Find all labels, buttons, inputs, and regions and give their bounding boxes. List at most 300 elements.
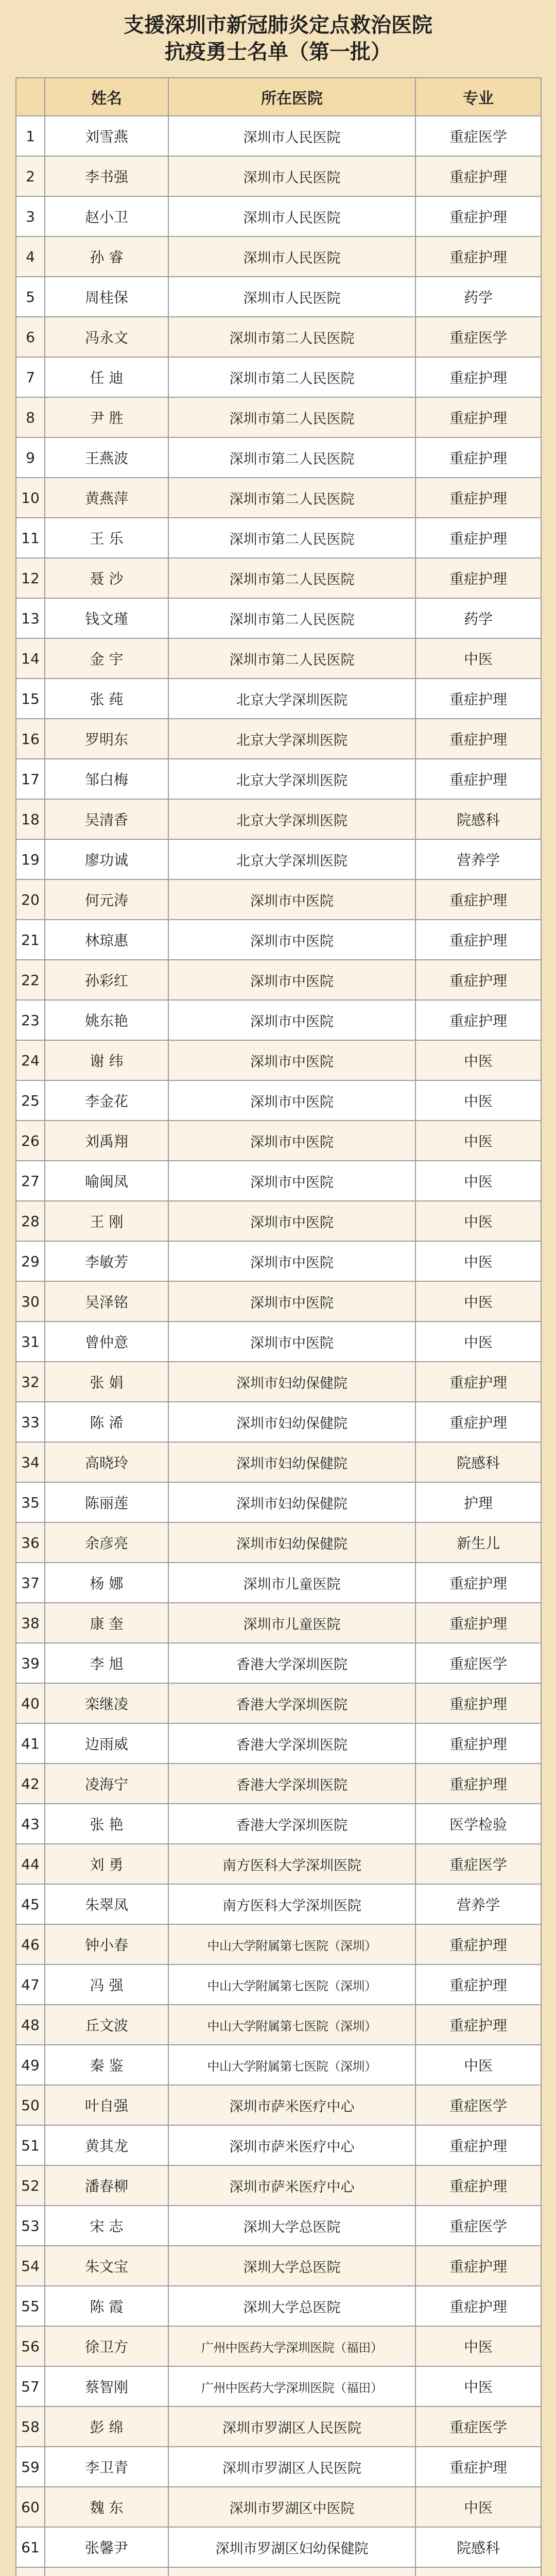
table-row bbox=[16, 2447, 541, 2487]
hospital-name: 深圳市儿童医院 bbox=[168, 1603, 415, 1643]
row-number: 7 bbox=[16, 357, 45, 397]
hospital-name: 深圳市第二人民医院 bbox=[168, 437, 415, 478]
specialty: 中医 bbox=[415, 1080, 541, 1121]
row-number: 61 bbox=[16, 2527, 45, 2567]
specialty: 重症护理 bbox=[415, 397, 541, 437]
specialty: 重症护理 bbox=[415, 2286, 541, 2326]
specialty: 中医 bbox=[415, 2045, 541, 2085]
table-row bbox=[16, 1723, 541, 1764]
row-number: 47 bbox=[16, 1964, 45, 2005]
personnel-table bbox=[15, 77, 542, 2576]
column-header-specialty: 专业 bbox=[415, 78, 541, 116]
table-row bbox=[16, 317, 541, 357]
person-name: 姚东艳 bbox=[45, 1000, 168, 1040]
specialty: 营养学 bbox=[415, 839, 541, 879]
person-name: 宋 志 bbox=[45, 2206, 168, 2246]
person-name: 林琼惠 bbox=[45, 920, 168, 960]
row-number: 21 bbox=[16, 920, 45, 960]
specialty: 中医 bbox=[415, 1161, 541, 1201]
specialty: 院感科 bbox=[415, 2527, 541, 2567]
person-name: 栾继凌 bbox=[45, 1683, 168, 1723]
table-row bbox=[16, 518, 541, 558]
hospital-name: 深圳市中医院 bbox=[168, 1161, 415, 1201]
row-number: 44 bbox=[16, 1844, 45, 1884]
specialty: 中医 bbox=[415, 1201, 541, 1241]
title-line-2: 抗疫勇士名单（第一批） bbox=[165, 40, 391, 64]
person-name: 叶自强 bbox=[45, 2085, 168, 2125]
specialty: 重症护理 bbox=[415, 2005, 541, 2045]
specialty: 药学 bbox=[415, 598, 541, 638]
person-name: 孙彩红 bbox=[45, 960, 168, 1000]
person-name: 杨 娜 bbox=[45, 1563, 168, 1603]
person-name: 赵小卫 bbox=[45, 196, 168, 236]
row-number: 22 bbox=[16, 960, 45, 1000]
hospital-name: 香港大学深圳医院 bbox=[168, 1764, 415, 1804]
table-row bbox=[16, 397, 541, 437]
person-name: 潘春柳 bbox=[45, 2165, 168, 2206]
row-number: 15 bbox=[16, 679, 45, 719]
hospital-name: 深圳市第二人民医院 bbox=[168, 638, 415, 679]
person-name: 王 乐 bbox=[45, 518, 168, 558]
person-name: 张馨尹 bbox=[45, 2527, 168, 2567]
specialty: 重症护理 bbox=[415, 478, 541, 518]
person-name: 冯 强 bbox=[45, 1964, 168, 2005]
table-row bbox=[16, 2125, 541, 2165]
hospital-name: 北京大学深圳医院 bbox=[168, 719, 415, 759]
row-number: 6 bbox=[16, 317, 45, 357]
row-number: 8 bbox=[16, 397, 45, 437]
row-number: 59 bbox=[16, 2447, 45, 2487]
hospital-name: 深圳市中医院 bbox=[168, 1281, 415, 1321]
specialty: 新生儿 bbox=[415, 1522, 541, 1563]
table-row bbox=[16, 638, 541, 679]
person-name: 金 宇 bbox=[45, 638, 168, 679]
table-row bbox=[16, 1482, 541, 1522]
row-number: 57 bbox=[16, 2366, 45, 2406]
table-row bbox=[16, 799, 541, 839]
row-number: 58 bbox=[16, 2406, 45, 2447]
row-number: 36 bbox=[16, 1522, 45, 1563]
hospital-name: 深圳市妇幼保健院 bbox=[168, 1522, 415, 1563]
table-row bbox=[16, 1241, 541, 1281]
person-name: 蔡智刚 bbox=[45, 2366, 168, 2406]
table-row bbox=[16, 2246, 541, 2286]
row-number: 13 bbox=[16, 598, 45, 638]
row-number: 33 bbox=[16, 1402, 45, 1442]
specialty: 重症护理 bbox=[415, 920, 541, 960]
table-row bbox=[16, 2487, 541, 2527]
hospital-name: 深圳市中医院 bbox=[168, 920, 415, 960]
specialty: 重症护理 bbox=[415, 1603, 541, 1643]
row-number: 3 bbox=[16, 196, 45, 236]
specialty: 重症护理 bbox=[415, 156, 541, 196]
specialty: 重症护理 bbox=[415, 879, 541, 920]
person-name: 谢 纬 bbox=[45, 1040, 168, 1080]
person-name: 朱文宝 bbox=[45, 2246, 168, 2286]
specialty: 重症护理 bbox=[415, 558, 541, 598]
specialty: 护理 bbox=[415, 1482, 541, 1522]
hospital-name: 深圳市罗湖区人民医院 bbox=[168, 2447, 415, 2487]
row-number: 54 bbox=[16, 2246, 45, 2286]
hospital-name: 深圳市萨米医疗中心 bbox=[168, 2165, 415, 2206]
person-name: 刘雪燕 bbox=[45, 116, 168, 156]
table-row bbox=[16, 478, 541, 518]
hospital-name: 深圳市中医院 bbox=[168, 1080, 415, 1121]
hospital-name bbox=[168, 2567, 415, 2576]
row-number: 34 bbox=[16, 1442, 45, 1482]
person-name: 徐卫方 bbox=[45, 2326, 168, 2366]
table-row bbox=[16, 719, 541, 759]
row-number: 2 bbox=[16, 156, 45, 196]
person-name: 李金花 bbox=[45, 1080, 168, 1121]
table-row bbox=[16, 2366, 541, 2406]
specialty: 中医 bbox=[415, 1281, 541, 1321]
row-number: 26 bbox=[16, 1121, 45, 1161]
row-number: 51 bbox=[16, 2125, 45, 2165]
hospital-name: 深圳市妇幼保健院 bbox=[168, 1442, 415, 1482]
row-number: 40 bbox=[16, 1683, 45, 1723]
specialty: 重症护理 bbox=[415, 196, 541, 236]
table-row bbox=[16, 1281, 541, 1321]
hospital-name: 深圳市罗湖区妇幼保健院 bbox=[168, 2527, 415, 2567]
title-line-1: 支援深圳市新冠肺炎定点救治医院 bbox=[124, 13, 432, 37]
specialty: 重症护理 bbox=[415, 1000, 541, 1040]
row-number: 38 bbox=[16, 1603, 45, 1643]
specialty: 重症护理 bbox=[415, 518, 541, 558]
person-name: 黄燕萍 bbox=[45, 478, 168, 518]
hospital-name: 深圳市第二人民医院 bbox=[168, 357, 415, 397]
specialty: 重症护理 bbox=[415, 679, 541, 719]
table-row bbox=[16, 2326, 541, 2366]
hospital-name: 深圳大学总医院 bbox=[168, 2206, 415, 2246]
table-row bbox=[16, 679, 541, 719]
person-name: 李 旭 bbox=[45, 1643, 168, 1683]
person-name: 陈丽莲 bbox=[45, 1482, 168, 1522]
table-row bbox=[16, 1603, 541, 1643]
row-number: 16 bbox=[16, 719, 45, 759]
table-row bbox=[16, 1121, 541, 1161]
hospital-name: 北京大学深圳医院 bbox=[168, 759, 415, 799]
specialty: 中医 bbox=[415, 638, 541, 679]
specialty: 重症护理 bbox=[415, 1924, 541, 1964]
row-number: 10 bbox=[16, 478, 45, 518]
specialty: 重症护理 bbox=[415, 437, 541, 478]
person-name: 朱翠凤 bbox=[45, 1884, 168, 1924]
specialty: 重症医学 bbox=[415, 116, 541, 156]
person-name: 王 刚 bbox=[45, 1201, 168, 1241]
table-row bbox=[16, 1000, 541, 1040]
hospital-name: 深圳市中医院 bbox=[168, 1000, 415, 1040]
person-name: 余彦亮 bbox=[45, 1522, 168, 1563]
specialty: 重症护理 bbox=[415, 960, 541, 1000]
person-name: 李书强 bbox=[45, 156, 168, 196]
specialty: 重症医学 bbox=[415, 2206, 541, 2246]
hospital-name: 深圳市人民医院 bbox=[168, 156, 415, 196]
table-row bbox=[16, 598, 541, 638]
table-row bbox=[16, 2527, 541, 2567]
table-row bbox=[16, 1080, 541, 1121]
hospital-name: 北京大学深圳医院 bbox=[168, 679, 415, 719]
table-row bbox=[16, 2286, 541, 2326]
specialty: 重症护理 bbox=[415, 719, 541, 759]
specialty: 重症护理 bbox=[415, 357, 541, 397]
specialty: 中医 bbox=[415, 1121, 541, 1161]
hospital-name: 深圳市萨米医疗中心 bbox=[168, 2085, 415, 2125]
table-row bbox=[16, 196, 541, 236]
table-row bbox=[16, 960, 541, 1000]
hospital-name: 深圳市人民医院 bbox=[168, 277, 415, 317]
person-name: 周桂保 bbox=[45, 277, 168, 317]
specialty: 重症护理 bbox=[415, 1964, 541, 2005]
person-name: 邹白梅 bbox=[45, 759, 168, 799]
specialty: 医学检验 bbox=[415, 1804, 541, 1844]
hospital-name: 深圳市中医院 bbox=[168, 1040, 415, 1080]
row-number: 31 bbox=[16, 1321, 45, 1362]
person-name: 刘 勇 bbox=[45, 1844, 168, 1884]
hospital-name: 北京大学深圳医院 bbox=[168, 839, 415, 879]
row-number: 17 bbox=[16, 759, 45, 799]
table-row bbox=[16, 1040, 541, 1080]
table-row bbox=[16, 1201, 541, 1241]
specialty: 营养学 bbox=[415, 1884, 541, 1924]
person-name: 康 奎 bbox=[45, 1603, 168, 1643]
table-row bbox=[16, 1442, 541, 1482]
specialty: 重症护理 bbox=[415, 1764, 541, 1804]
person-name: 刘禹翔 bbox=[45, 1121, 168, 1161]
table-row bbox=[16, 1964, 541, 2005]
person-name: 彭 绵 bbox=[45, 2406, 168, 2447]
hospital-name: 深圳市第二人民医院 bbox=[168, 397, 415, 437]
specialty: 中医 bbox=[415, 1241, 541, 1281]
row-number: 49 bbox=[16, 2045, 45, 2085]
table-row bbox=[16, 236, 541, 277]
person-name bbox=[45, 2567, 168, 2576]
specialty: 重症医学 bbox=[415, 2406, 541, 2447]
table-body bbox=[16, 116, 541, 2576]
hospital-name: 深圳市罗湖区中医院 bbox=[168, 2487, 415, 2527]
row-number: 20 bbox=[16, 879, 45, 920]
hospital-name: 深圳市妇幼保健院 bbox=[168, 1482, 415, 1522]
hospital-name: 深圳市人民医院 bbox=[168, 196, 415, 236]
row-number: 42 bbox=[16, 1764, 45, 1804]
specialty: 院感科 bbox=[415, 799, 541, 839]
hospital-name: 深圳市人民医院 bbox=[168, 116, 415, 156]
row-number: 28 bbox=[16, 1201, 45, 1241]
person-name: 何元涛 bbox=[45, 879, 168, 920]
row-number: 1 bbox=[16, 116, 45, 156]
person-name: 任 迪 bbox=[45, 357, 168, 397]
specialty: 院感科 bbox=[415, 1442, 541, 1482]
person-name: 李敏芳 bbox=[45, 1241, 168, 1281]
specialty: 重症护理 bbox=[415, 1362, 541, 1402]
hospital-name: 深圳市中医院 bbox=[168, 1121, 415, 1161]
specialty: 重症护理 bbox=[415, 236, 541, 277]
hospital-name: 深圳市第二人民医院 bbox=[168, 558, 415, 598]
row-number: 4 bbox=[16, 236, 45, 277]
person-name: 王燕波 bbox=[45, 437, 168, 478]
person-name: 尹 胜 bbox=[45, 397, 168, 437]
table-row bbox=[16, 1643, 541, 1683]
person-name: 张 娟 bbox=[45, 1362, 168, 1402]
row-number: 25 bbox=[16, 1080, 45, 1121]
hospital-name: 中山大学附属第七医院（深圳） bbox=[168, 2045, 415, 2085]
table-row bbox=[16, 277, 541, 317]
table-row bbox=[16, 1522, 541, 1563]
hospital-name: 深圳大学总医院 bbox=[168, 2246, 415, 2286]
table-row bbox=[16, 1321, 541, 1362]
specialty: 中医 bbox=[415, 2326, 541, 2366]
specialty: 重症护理 bbox=[415, 2447, 541, 2487]
hospital-name: 深圳大学总医院 bbox=[168, 2286, 415, 2326]
table-row bbox=[16, 116, 541, 156]
person-name: 黄其龙 bbox=[45, 2125, 168, 2165]
person-name: 钟小春 bbox=[45, 1924, 168, 1964]
row-number: 43 bbox=[16, 1804, 45, 1844]
table-row bbox=[16, 759, 541, 799]
specialty: 重症护理 bbox=[415, 1402, 541, 1442]
row-number: 48 bbox=[16, 2005, 45, 2045]
hospital-name: 深圳市第二人民医院 bbox=[168, 598, 415, 638]
person-name: 张 莼 bbox=[45, 679, 168, 719]
hospital-name: 深圳市中医院 bbox=[168, 1201, 415, 1241]
person-name: 曾仲意 bbox=[45, 1321, 168, 1362]
hospital-name: 香港大学深圳医院 bbox=[168, 1683, 415, 1723]
table-row bbox=[16, 879, 541, 920]
specialty: 重症医学 bbox=[415, 1844, 541, 1884]
table-row bbox=[16, 2085, 541, 2125]
table-row bbox=[16, 2206, 541, 2246]
specialty: 中医 bbox=[415, 2366, 541, 2406]
hospital-name: 香港大学深圳医院 bbox=[168, 1804, 415, 1844]
row-number: 60 bbox=[16, 2487, 45, 2527]
table-row bbox=[16, 1844, 541, 1884]
row-number: 55 bbox=[16, 2286, 45, 2326]
person-name: 吴泽铭 bbox=[45, 1281, 168, 1321]
row-number: 52 bbox=[16, 2165, 45, 2206]
hospital-name: 广州中医药大学深圳医院（福田） bbox=[168, 2326, 415, 2366]
row-number: 46 bbox=[16, 1924, 45, 1964]
row-number: 11 bbox=[16, 518, 45, 558]
specialty: 重症护理 bbox=[415, 1563, 541, 1603]
table-row bbox=[16, 1764, 541, 1804]
specialty: 中医 bbox=[415, 1321, 541, 1362]
specialty: 重症护理 bbox=[415, 2165, 541, 2206]
hospital-name: 南方医科大学深圳医院 bbox=[168, 1844, 415, 1884]
row-number: 23 bbox=[16, 1000, 45, 1040]
hospital-name: 深圳市妇幼保健院 bbox=[168, 1402, 415, 1442]
table-row bbox=[16, 357, 541, 397]
hospital-name: 广州中医药大学深圳医院（福田） bbox=[168, 2366, 415, 2406]
table-row bbox=[16, 1924, 541, 1964]
column-header-hospital: 所在医院 bbox=[168, 78, 415, 116]
hospital-name: 中山大学附属第七医院（深圳） bbox=[168, 2005, 415, 2045]
person-name: 罗明东 bbox=[45, 719, 168, 759]
person-name: 边雨威 bbox=[45, 1723, 168, 1764]
table-row bbox=[16, 2406, 541, 2447]
hospital-name: 深圳市第二人民医院 bbox=[168, 478, 415, 518]
specialty: 重症护理 bbox=[415, 1683, 541, 1723]
hospital-name: 深圳市第二人民医院 bbox=[168, 518, 415, 558]
row-number: 56 bbox=[16, 2326, 45, 2366]
row-number: 19 bbox=[16, 839, 45, 879]
hospital-name: 北京大学深圳医院 bbox=[168, 799, 415, 839]
row-number: 45 bbox=[16, 1884, 45, 1924]
table-row bbox=[16, 839, 541, 879]
table-row bbox=[16, 437, 541, 478]
table-row bbox=[16, 1402, 541, 1442]
table-row bbox=[16, 2165, 541, 2206]
row-number: 30 bbox=[16, 1281, 45, 1321]
specialty: 中医 bbox=[415, 2487, 541, 2527]
specialty: 重症护理 bbox=[415, 2246, 541, 2286]
hospital-name: 中山大学附属第七医院（深圳） bbox=[168, 1964, 415, 2005]
row-number: 50 bbox=[16, 2085, 45, 2125]
hospital-name: 深圳市中医院 bbox=[168, 1241, 415, 1281]
person-name: 凌海宁 bbox=[45, 1764, 168, 1804]
table-row bbox=[16, 2005, 541, 2045]
hospital-name: 中山大学附属第七医院（深圳） bbox=[168, 1924, 415, 1964]
row-number: 39 bbox=[16, 1643, 45, 1683]
specialty: 重症医学 bbox=[415, 1643, 541, 1683]
table-row bbox=[16, 1161, 541, 1201]
table-row bbox=[16, 1683, 541, 1723]
column-header-number bbox=[16, 78, 45, 116]
specialty: 重症医学 bbox=[415, 317, 541, 357]
person-name: 李卫青 bbox=[45, 2447, 168, 2487]
row-number: 41 bbox=[16, 1723, 45, 1764]
page-title bbox=[15, 0, 541, 77]
table-row bbox=[16, 2045, 541, 2085]
row-number: 12 bbox=[16, 558, 45, 598]
column-header-name: 姓名 bbox=[45, 78, 168, 116]
row-number: 29 bbox=[16, 1241, 45, 1281]
person-name: 喻闽凤 bbox=[45, 1161, 168, 1201]
specialty: 中医 bbox=[415, 1040, 541, 1080]
person-name: 冯永文 bbox=[45, 317, 168, 357]
person-name: 秦 鉴 bbox=[45, 2045, 168, 2085]
table-row bbox=[16, 2567, 541, 2576]
person-name: 吴清香 bbox=[45, 799, 168, 839]
hospital-name: 深圳市妇幼保健院 bbox=[168, 1362, 415, 1402]
person-name: 聂 沙 bbox=[45, 558, 168, 598]
hospital-name: 深圳市中医院 bbox=[168, 960, 415, 1000]
row-number: 37 bbox=[16, 1563, 45, 1603]
specialty bbox=[415, 2567, 541, 2576]
hospital-name: 深圳市第二人民医院 bbox=[168, 317, 415, 357]
table-row bbox=[16, 558, 541, 598]
hospital-name: 深圳市中医院 bbox=[168, 879, 415, 920]
hospital-name: 香港大学深圳医院 bbox=[168, 1723, 415, 1764]
row-number: 9 bbox=[16, 437, 45, 478]
specialty: 重症医学 bbox=[415, 2085, 541, 2125]
row-number: 27 bbox=[16, 1161, 45, 1201]
hospital-name: 深圳市罗湖区人民医院 bbox=[168, 2406, 415, 2447]
specialty: 重症护理 bbox=[415, 1723, 541, 1764]
specialty: 重症护理 bbox=[415, 759, 541, 799]
table-row bbox=[16, 1804, 541, 1844]
person-name: 丘文波 bbox=[45, 2005, 168, 2045]
hospital-name: 深圳市人民医院 bbox=[168, 236, 415, 277]
row-number bbox=[16, 2567, 45, 2576]
person-name: 陈 霞 bbox=[45, 2286, 168, 2326]
row-number: 32 bbox=[16, 1362, 45, 1402]
person-name: 钱文瑾 bbox=[45, 598, 168, 638]
hospital-name: 深圳市萨米医疗中心 bbox=[168, 2125, 415, 2165]
row-number: 14 bbox=[16, 638, 45, 679]
person-name: 廖功诚 bbox=[45, 839, 168, 879]
table-row bbox=[16, 156, 541, 196]
person-name: 高晓玲 bbox=[45, 1442, 168, 1482]
